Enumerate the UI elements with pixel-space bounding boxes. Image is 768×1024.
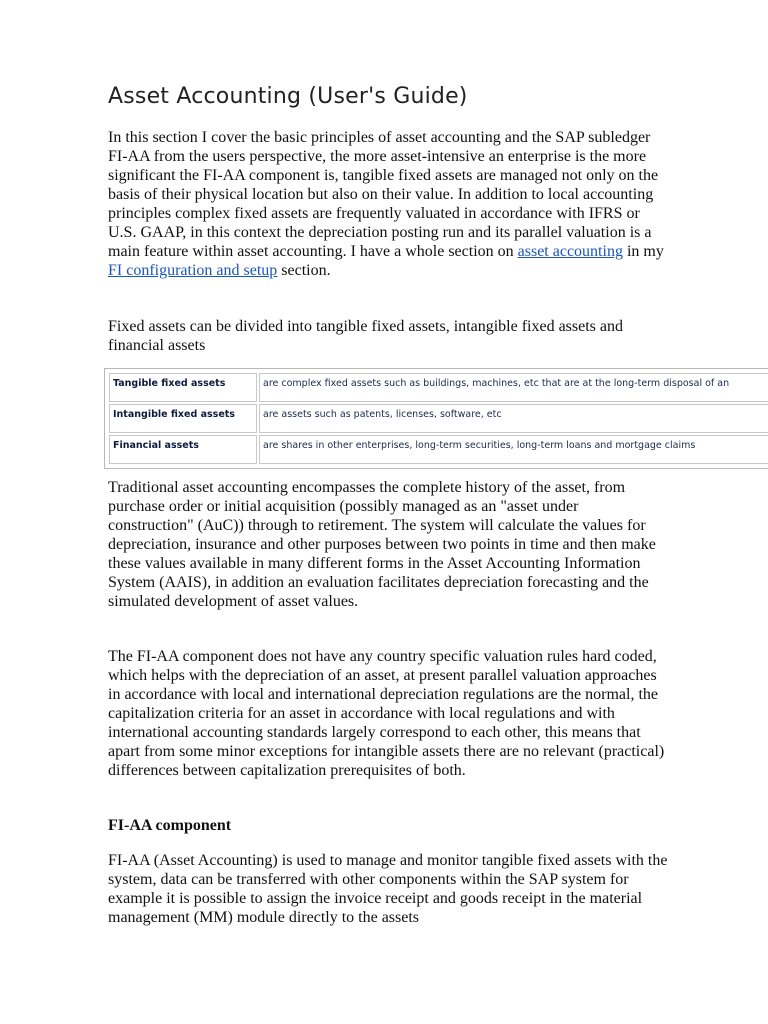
fi-configuration-link[interactable]: FI configuration and setup <box>108 262 278 279</box>
intro-text-3: section. <box>277 262 331 279</box>
asset-term-cell: Intangible fixed assets <box>109 404 257 433</box>
asset-description-cell: are shares in other enterprises, long-term securities, long-term loans and mortgage claims <box>259 435 768 464</box>
valuation-rules-paragraph: The FI-AA component does not have any country specific valuation rules hard coded, which helps with the depreciation of an asset, at present parallel valuation approaches in accordance with local and international depreciation regulations are the normal, the capitalization criteria for an asset in accordance with local regulations and with international accounting standards largely correspond to each other, this means that apart from some minor exceptions for intangible assets there are no relevant (practical) differences between capitalization prerequisites of both. <box>108 648 665 779</box>
fi-aa-description-paragraph: FI-AA (Asset Accounting) is used to manage and monitor tangible fixed assets with the system, data can be transferred with other components within the SAP system for example it is possible to assign the invoice receipt and goods receipt in the material management (MM) module directly to the assets <box>108 852 668 926</box>
asset-types-table <box>104 368 768 469</box>
fi-aa-subheading: FI-AA component <box>108 817 232 834</box>
traditional-accounting-paragraph: Traditional asset accounting encompasses the complete history of the asset, from purchase order or initial acquisition (possibly managed as an "asset under construction" (AuC)) through to retirement. The system will calculate the values for depreciation, insurance and other purposes between two points in time and then make these values available in many different forms in the Asset Accounting Information System (AAIS), in addition an evaluation facilitates depreciation forecasting and the simulated development of asset values. <box>108 479 656 610</box>
asset-description-cell: are complex fixed assets such as buildings, machines, etc that are at the long-term disposal of an <box>259 373 768 402</box>
intro-paragraph <box>108 128 668 280</box>
asset-term-cell: Tangible fixed assets <box>109 373 257 402</box>
asset-accounting-link[interactable]: asset accounting <box>517 243 623 260</box>
asset-term-cell: Financial assets <box>109 435 257 464</box>
table-row <box>109 435 768 464</box>
asset-description-cell: are assets such as patents, licenses, software, etc <box>259 404 768 433</box>
intro-text-2: in my <box>622 243 664 260</box>
intro-text-1: In this section I cover the basic principles of asset accounting and the SAP subledger FI-AA from the users perspective, the more asset-intensive an enterprise is the more significant the FI-AA component is, tangible fixed assets are managed not only on the basis of their physical location but also on their value. In addition to local accounting principles complex fixed assets are frequently valuated in accordance with IFRS or U.S. GAAP, in this context the depreciation posting run and its parallel valuation is a main feature within asset accounting. I have a whole section on <box>108 129 659 260</box>
page-title: Asset Accounting (User's Guide) <box>108 84 468 109</box>
fixed-assets-paragraph: Fixed assets can be divided into tangible fixed assets, intangible fixed assets and financial assets <box>108 318 623 354</box>
table-row <box>109 373 768 402</box>
table-row <box>109 404 768 433</box>
